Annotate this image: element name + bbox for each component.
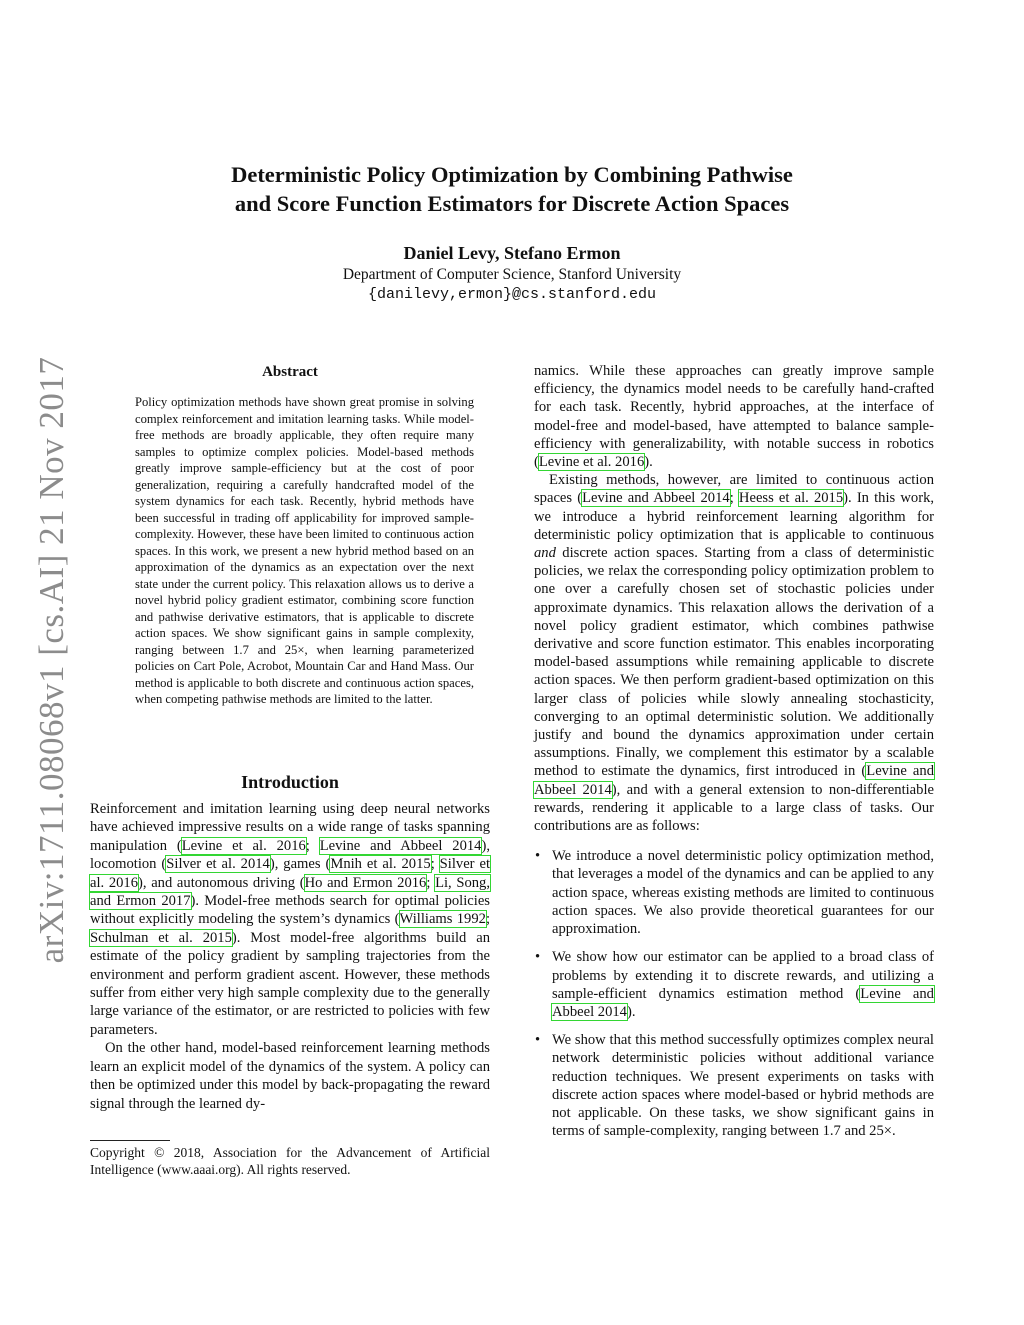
- emphasis-text: and: [534, 545, 556, 562]
- text-span: namics. While these approaches can greatly improve sample efficiency, the dynamics model needs to be carefully hand-crafted for each task. Recently, hybrid approaches, at the interface of model-free and model-based, have attempted to balance sample-efficiency with generalizability, with notable success in robotics (: [534, 363, 934, 471]
- bullet-icon: •: [535, 1032, 541, 1049]
- citation-link[interactable]: Li, Song, and Ermon 2017: [90, 874, 491, 910]
- bullet-icon: •: [535, 848, 541, 865]
- title-line-1: Deterministic Policy Optimization by Combining Pathwise: [231, 162, 793, 187]
- citation-link[interactable]: Levine et al. 2016: [181, 837, 306, 854]
- arxiv-stamp: arXiv:1711.08068v1 [cs.AI] 21 Nov 2017: [32, 356, 71, 964]
- email: {danilevy,ermon}@cs.stanford.edu: [367, 286, 657, 303]
- citation-link[interactable]: Mnih et al. 2015: [330, 856, 431, 873]
- abstract-heading: Abstract: [262, 364, 318, 380]
- list-item: [534, 948, 934, 1021]
- citation-link[interactable]: Silver et al. 2014: [166, 856, 270, 873]
- citation-link[interactable]: Williams 1992: [399, 911, 486, 928]
- citation-link[interactable]: Levine et al. 2016: [538, 454, 645, 471]
- text-span: ;: [305, 837, 320, 854]
- citation-link[interactable]: Levine and Abbeel 2014: [534, 763, 934, 798]
- contributions-list: [534, 847, 934, 1140]
- text-span: discrete action spaces. Starting from a class of deterministic policies, we relax the corresponding policy optimization problem to one over a carefully chosen set of stochastic policies under approximate dynamics. This relaxation allows the derivation of a novel policy gradient estimator, which combines pathwise derivative and score function estimator. This enables incorporating model-based assumptions while remaining applicable to discrete action spaces. We then perform gradient-based optimization on this larger class of policies while slowly annealing stochasticity, converging to an optimal deterministic solution. We additionally justify and bound the dynamics approximation under certain assumptions. Finally, we complement this estimator by a scalable method to estimate the dynamics, first introduced in (: [534, 545, 934, 780]
- paper-title: [150, 160, 874, 218]
- list-item-text: We show how our estimator can be applied to a broad class of problems by extending it to discrete rewards, and utilizing a sample-efficient dynamics estimation method (: [552, 949, 934, 1002]
- citation-link[interactable]: Silver et al. 2016: [90, 856, 490, 891]
- text-span: ), and with a general extension to non-differentiable rewards, rendering it applicable to a large class of tasks. Our contributions are as follows:: [534, 781, 934, 835]
- text-span: ). Most model-free algorithms build an estimate of the policy gradient by sampling trajectories from the environment and perform gradient ascent. However, these methods suffer from either very high sample complexity due to the generally large variance of the estimator, or are restricted to policies with few parameters.: [90, 929, 491, 1038]
- citation-link[interactable]: Levine and Abbeel 2014: [552, 985, 934, 1020]
- introduction-heading: Introduction: [241, 772, 339, 792]
- text-span: Existing methods, however, are limited to continuous action spaces (: [534, 472, 934, 507]
- intro-paragraph-1: [90, 800, 490, 1039]
- authors: Daniel Levy, Stefano Ermon: [403, 243, 621, 263]
- text-span: ).: [644, 454, 653, 471]
- text-span: ). Model-free methods search for optimal policies without explicitly modeling the system’s dynamics (: [90, 893, 490, 928]
- text-span: ), and autonomous driving (: [138, 874, 305, 891]
- right-paragraph-2: [534, 471, 934, 835]
- list-item-text: ).: [626, 1003, 636, 1020]
- title-line-2: and Score Function Estimators for Discrete Action Spaces: [234, 191, 790, 216]
- bullet-icon: •: [535, 949, 541, 966]
- text-span: Reinforcement and imitation learning using deep neural networks have achieved impressive results on a wide range of tasks spanning manipulation (: [90, 801, 490, 854]
- text-span: ;: [729, 490, 739, 507]
- text-span: ). In this work, we introduce a hybrid reinforcement learning algorithm for deterministic policy optimization that is applicable to continuous: [534, 490, 935, 543]
- abstract-text: Policy optimization methods have shown great promise in solving complex reinforcement and imitation learning tasks. While model-free methods are broadly applicable, they often require many samples to optimize complex policies. Model-based methods greatly improve sample-efficiency but at the cost of poor generalization, requiring a carefully handcrafted model of the system dynamics for each task. Recently, hybrid methods have been successful in trading off applicability for improved sample-complexity. However, these have been limited to continuous action spaces. In this work, we present a new hybrid method based on an approximation of the dynamics as an expectation over the next state under the current policy. This relaxation allows us to derive a novel hybrid policy gradient estimator, combining score function and pathwise derivative estimators, that is applicable to discrete action spaces. We show significant gains in sample complexity, ranging between 1.7 and 25×, when learning parameterized policies on Cart Pole, Acrobot, Mountain Car and Hand Mass. Our method is applicable to both discrete and continuous action spaces, when competing pathwise methods are limited to the latter.: [135, 395, 474, 706]
- left-column: [90, 800, 490, 1113]
- right-column: [534, 362, 934, 1150]
- text-span: ;: [430, 856, 440, 873]
- citation-link[interactable]: Heess et al. 2015: [738, 490, 844, 507]
- right-paragraph-1: [534, 362, 934, 471]
- footnote-rule: [90, 1140, 170, 1141]
- intro-paragraph-2: On the other hand, model-based reinforcement learning methods learn an explicit model of the dynamics of the system. A policy can then be optimized under this model by back-propagating the reward signal through the learned dy-: [90, 1040, 490, 1112]
- text-span: ), locomotion (: [90, 837, 490, 873]
- affiliation: Department of Computer Science, Stanford University: [342, 266, 682, 283]
- citation-link[interactable]: Levine and Abbeel 2014: [319, 837, 482, 854]
- list-item-text: We introduce a novel deterministic policy optimization method, that leverages a model of the dynamics and can be applied to any action space, whereas existing methods are limited to continuous action spaces. We also provide theoretical guarantees for our approximation.: [552, 848, 934, 938]
- copyright-footnote: Copyright © 2018, Association for the Advancement of Artificial Intelligence (www.aaai.org). All rights reserved.: [90, 1145, 490, 1177]
- citation-link[interactable]: Ho and Ermon 2016: [304, 874, 427, 891]
- list-item: [534, 847, 934, 938]
- text-span: ;: [426, 874, 436, 891]
- citation-link[interactable]: Schulman et al. 2015: [90, 929, 232, 946]
- text-span: ), games (: [269, 856, 331, 873]
- citation-link[interactable]: Levine and Abbeel 2014: [582, 490, 730, 507]
- list-item: [534, 1031, 934, 1140]
- list-item-text: We show that this method successfully optimizes complex neural network deterministic policies without additional variance reduction techniques. We present experiments on tasks with discrete action spaces where model-based or hybrid methods are not applicable. On these tasks, we show significant gains in terms of sample-complexity, ranging between 1.7 and 25×.: [552, 1032, 934, 1140]
- text-span: ;: [485, 911, 490, 928]
